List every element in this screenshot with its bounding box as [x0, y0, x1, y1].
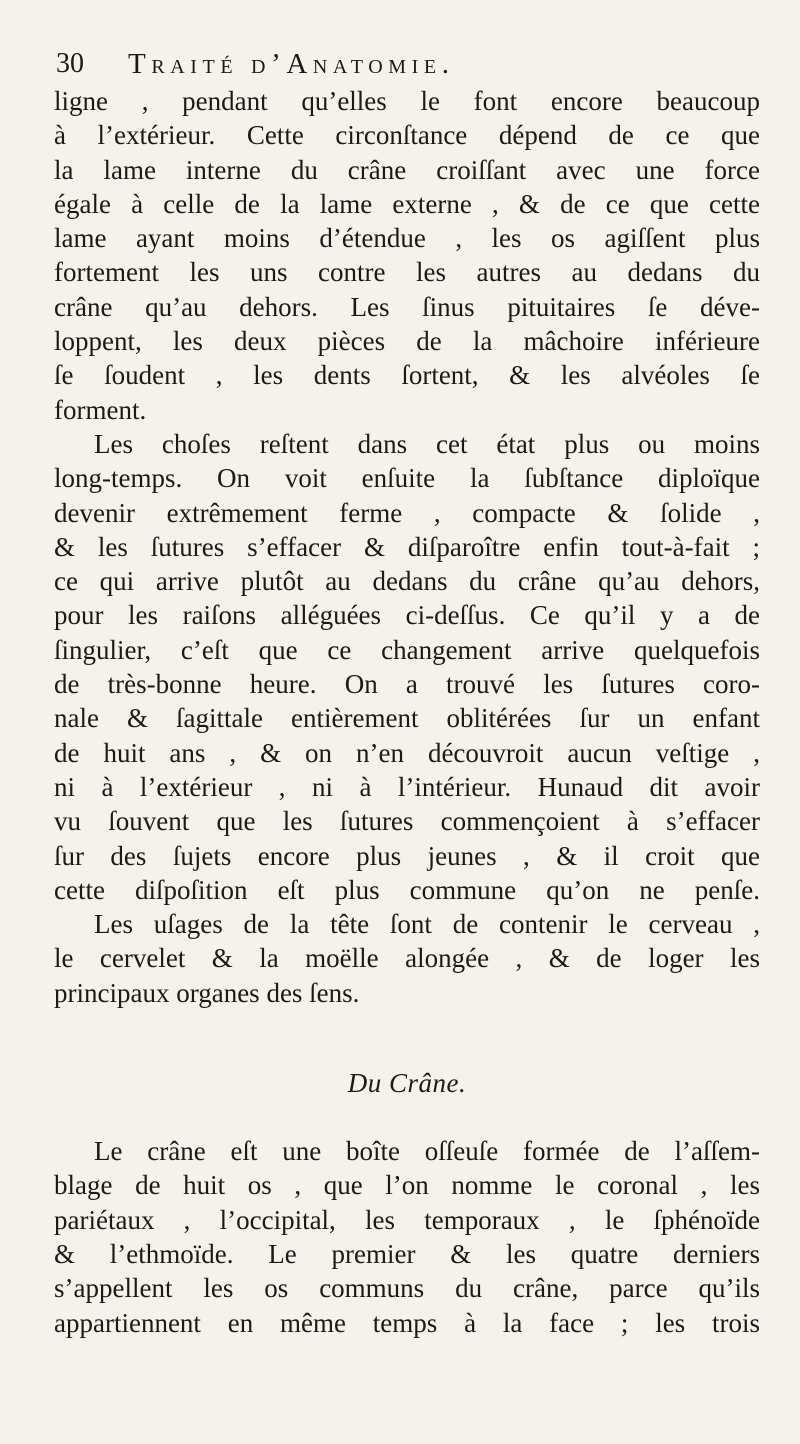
paragraph-1 — [54, 84, 760, 427]
text-line: vu ſouvent que les ſutures commençoient à s’effacer — [54, 806, 760, 837]
text-line: égale à celle de la lame externe , & de ce que cette — [54, 188, 760, 219]
text-line: ſingulier, c’eſt que ce changement arrive quelquefois — [54, 634, 760, 665]
text-line: nale & ſagittale entièrement oblitérées ſur un enfant — [54, 703, 760, 734]
text-line: le cervelet & la moëlle alongée , & de loger les — [54, 943, 760, 974]
running-head — [56, 44, 756, 84]
text-line: la lame interne du crâne croiſſant avec une force — [54, 154, 760, 185]
text-line: devenir extrêmement ferme , compacte & ſolide , — [54, 497, 760, 528]
text-line: cette diſpoſition eſt plus commune qu’on ne penſe. — [54, 874, 760, 905]
paragraph-4 — [54, 1134, 760, 1340]
text-line: de très-bonne heure. On a trouvé les ſutures coro- — [54, 669, 760, 700]
text-line: long-temps. On voit enſuite la ſubſtance diploïque — [54, 463, 760, 494]
text-line: ſe ſoudent , les dents ſortent, & les alvéoles ſe — [54, 360, 760, 391]
page-number: 30 — [56, 48, 84, 79]
body-text — [54, 84, 760, 1340]
section-title: Du Crâne. — [347, 1068, 467, 1099]
paragraph-2 — [54, 427, 760, 907]
text-line: ſur des ſujets encore plus jeunes , & il croit que — [54, 840, 760, 871]
text-line: Le crâne eſt une boîte oſſeuſe formée de l’aſſem- — [94, 1136, 760, 1167]
text-line: forment. — [54, 394, 147, 425]
running-title: Traité d’Anatomie. — [128, 48, 455, 80]
text-line: & les ſutures s’effacer & diſparoître enfin tout-à-fait ; — [54, 531, 760, 562]
paragraph-3 — [54, 907, 760, 1010]
text-line: ce qui arrive plutôt au dedans du crâne qu’au dehors, — [54, 566, 760, 597]
text-line: à l’extérieur. Cette circonſtance dépend de ce que — [54, 120, 760, 151]
text-line: lame ayant moins d’étendue , les os agiſſent plus — [54, 223, 760, 254]
text-line: ligne , pendant qu’elles le font encore beaucoup — [54, 86, 760, 116]
text-line: pour les raiſons alléguées ci-deſſus. Ce qu’il y a de — [54, 600, 760, 631]
text-line: Les choſes reſtent dans cet état plus ou moins — [94, 428, 760, 459]
text-line: loppent, les deux pièces de la mâchoire inférieure — [54, 326, 760, 357]
text-line: Les uſages de la tête ſont de contenir le cerveau , — [94, 909, 760, 940]
text-line: appartiennent en même temps à la face ; les trois — [54, 1307, 760, 1338]
text-line: crâne qu’au dehors. Les ſinus pituitaires ſe déve- — [54, 291, 760, 322]
text-line: pariétaux , l’occipital, les temporaux , le ſphénoïde — [54, 1204, 760, 1235]
text-line: & l’ethmoïde. Le premier & les quatre derniers — [54, 1238, 760, 1269]
text-line: s’appellent les os communs du crâne, parce qu’ils — [54, 1273, 760, 1304]
text-line: ni à l’extérieur , ni à l’intérieur. Hunaud dit avoir — [54, 771, 760, 802]
text-line: principaux organes des ſens. — [54, 977, 360, 1008]
text-line: fortement les uns contre les autres au dedans du — [54, 257, 760, 288]
text-line: blage de huit os , que l’on nomme le coronal , les — [54, 1170, 760, 1201]
text-line: de huit ans , & on n’en découvroit aucun veſtige , — [54, 737, 760, 768]
